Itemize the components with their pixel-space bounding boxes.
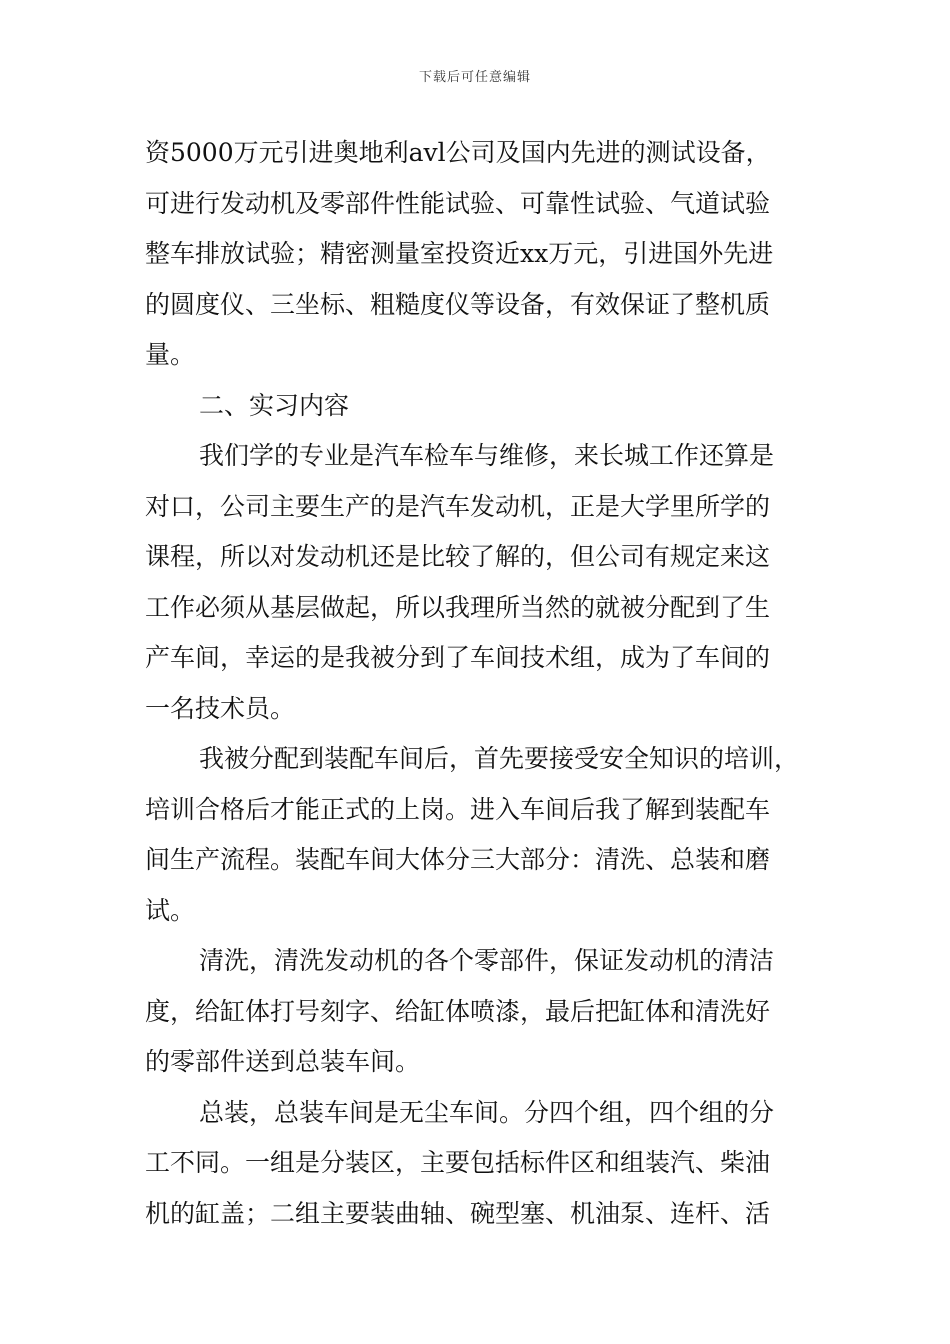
text-line: 资5000万元引进奥地利avl公司及国内先进的测试设备， <box>145 138 771 167</box>
text-line: 培训合格后才能正式的上岗。进入车间后我了解到装配车 <box>145 794 771 824</box>
text-line: 我们学的专业是汽车检车与维修，来长城工作还算是 <box>199 441 775 470</box>
text-line: 的圆度仪、三坐标、粗糙度仪等设备，有效保证了整机质 <box>145 289 771 319</box>
text-line: 机的缸盖；二组主要装曲轴、碗型塞、机油泵、连杆、活 <box>145 1198 771 1228</box>
text-line: 的零部件送到总装车间。 <box>145 1047 421 1076</box>
text-line: 试。 <box>145 895 196 925</box>
text-line: 二、实习内容 <box>199 390 350 420</box>
body-text <box>145 128 810 1239</box>
text-line: 可进行发动机及零部件性能试验、可靠性试验、气道试验 <box>145 188 771 218</box>
text-line: 我被分配到装配车间后，首先要接受安全知识的培训， <box>199 744 800 773</box>
text-line: 一名技术员。 <box>145 693 296 723</box>
text-line: 总装，总装车间是无尘车间。分四个组，四个组的分 <box>199 1097 775 1127</box>
text-line: 度，给缸体打号刻字、给缸体喷漆，最后把缸体和清洗好 <box>145 996 771 1026</box>
text-line: 间生产流程。装配车间大体分三大部分：清洗、总装和磨 <box>145 845 771 874</box>
text-line: 工作必须从基层做起，所以我理所当然的就被分配到了生 <box>145 592 771 622</box>
text-line: 量。 <box>145 340 196 369</box>
page-header: 下载后可任意编辑 <box>418 70 531 85</box>
text-line: 课程，所以对发动机还是比较了解的，但公司有规定来这 <box>145 542 771 571</box>
text-line: 对口，公司主要生产的是汽车发动机，正是大学里所学的 <box>145 491 771 521</box>
text-line: 整车排放试验；精密测量室投资近xx万元，引进国外先进 <box>145 239 774 268</box>
text-line: 工不同。一组是分装区，主要包括标件区和组装汽、柴油 <box>145 1148 771 1177</box>
text-line: 产车间，幸运的是我被分到了车间技术组，成为了车间的 <box>145 643 771 672</box>
text-line: 清洗，清洗发动机的各个零部件，保证发动机的清洁 <box>199 946 775 975</box>
